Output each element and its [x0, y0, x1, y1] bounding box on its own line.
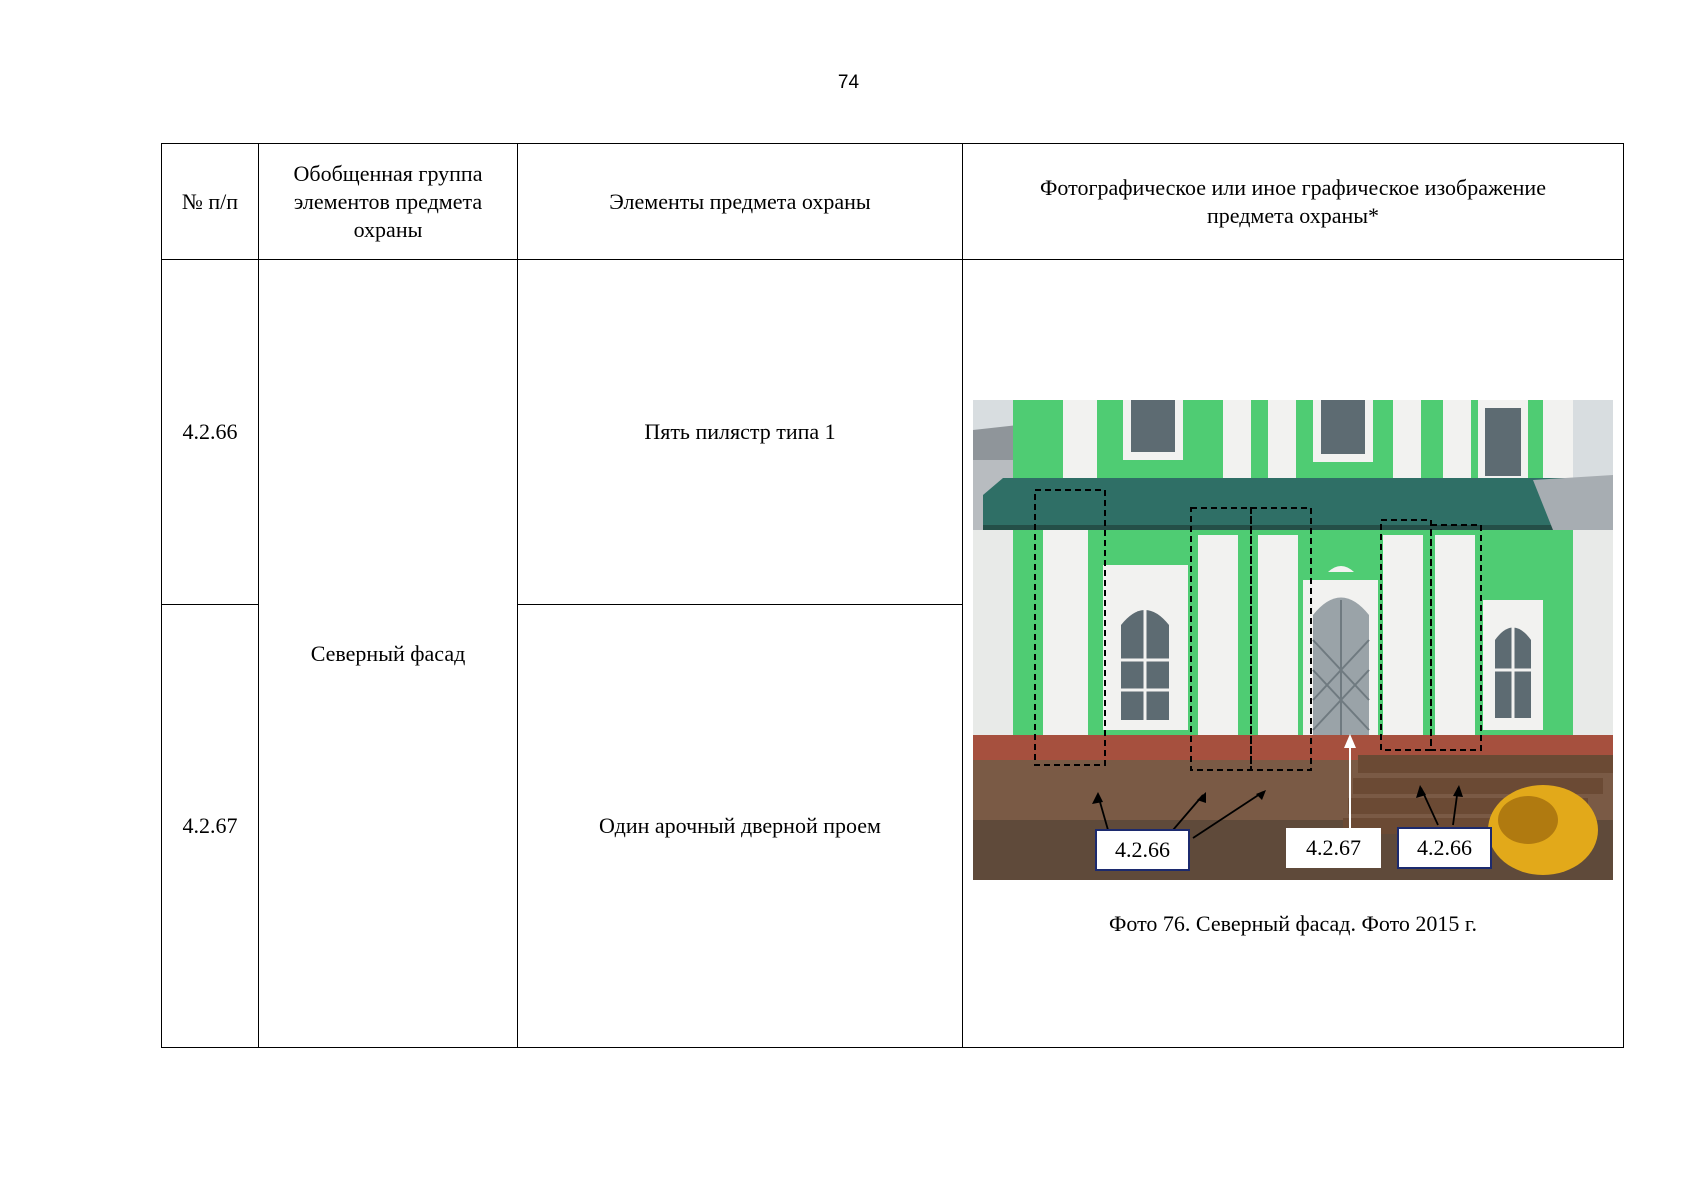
row-element: Один арочный дверной проем — [518, 605, 963, 1048]
header-num: № п/п — [162, 144, 259, 260]
facade-photo — [973, 400, 1613, 880]
header-image: Фотографическое или иное графическое изображение предмета охраны* — [963, 144, 1624, 260]
row-num: 4.2.67 — [162, 605, 259, 1048]
table-header-row — [162, 144, 1624, 260]
photo-label-2: 4.2.67 — [1306, 835, 1361, 860]
photo-cell — [963, 260, 1624, 1048]
group-name: Северный фасад — [259, 260, 518, 1048]
header-group: Обобщенная группа элементов предмета охраны — [259, 144, 518, 260]
photo-caption: Фото 76. Северный фасад. Фото 2015 г. — [1109, 911, 1477, 936]
photo-label-1: 4.2.66 — [1115, 837, 1170, 862]
photo-label-3: 4.2.66 — [1417, 835, 1472, 860]
page-number: 74 — [837, 72, 860, 93]
row-num: 4.2.66 — [162, 260, 259, 605]
table-row — [162, 260, 1624, 605]
row-element: Пять пилястр типа 1 — [518, 260, 963, 605]
protection-table — [161, 143, 1624, 1048]
header-elements: Элементы предмета охраны — [518, 144, 963, 260]
